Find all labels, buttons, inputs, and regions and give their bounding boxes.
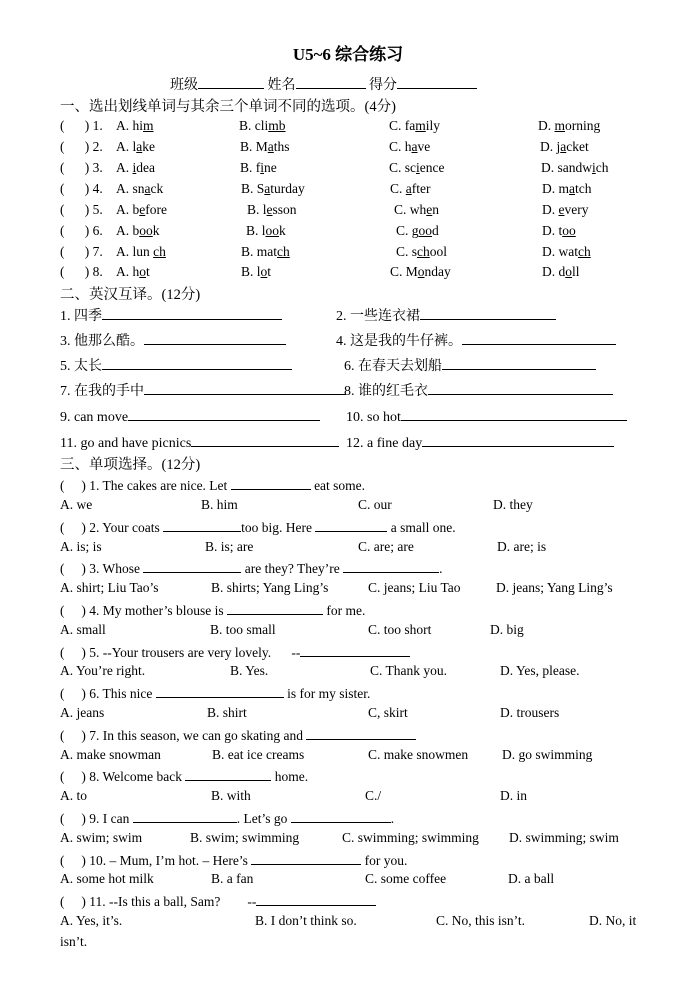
q3-stem: ( ) 3. Whose are they? They’re .: [60, 558, 442, 578]
translation-item: 10. so hot: [346, 406, 627, 427]
option-c: C. Monday: [390, 264, 451, 279]
translation-item: 5. 太长: [60, 355, 292, 376]
score-label: 得分: [369, 78, 397, 93]
choice-a: A. make snowman: [60, 747, 161, 762]
class-blank: [198, 74, 264, 89]
option-d: D. watch: [542, 244, 591, 259]
option-b: B. match: [241, 244, 290, 259]
choice-d: D. in: [500, 788, 527, 803]
option-b: B. lot: [241, 264, 272, 279]
choice-a: A. jeans: [60, 705, 105, 720]
translation-item: 2. 一些连衣裙: [336, 305, 556, 326]
student-info-line: [170, 74, 477, 94]
q7-stem: ( ) 7. In this season, we can go skating and: [60, 725, 416, 745]
choice-a: A. You’re right.: [60, 663, 146, 678]
option-a: A. hot: [116, 264, 150, 279]
section1-heading: 一、选出划线单词与其余三个单词不同的选项。(4分): [60, 99, 396, 115]
section2-heading: 二、英汉互译。(12分): [60, 287, 201, 303]
choice-c: C. make snowmen: [368, 747, 469, 762]
option-d: D. morning: [538, 118, 601, 133]
choice-d: D. are; is: [497, 539, 547, 554]
item-number: ( ) 4.: [60, 181, 103, 196]
choice-c: C./: [365, 788, 382, 803]
item-number: ( ) 6.: [60, 223, 103, 238]
option-a: A. before: [116, 202, 167, 217]
q11-stem: ( ) 11. --Is this a ball, Sam? --: [60, 891, 376, 911]
section3-heading: 三、单项选择。(12分): [60, 457, 201, 473]
choice-d: D. Yes, please.: [500, 663, 580, 678]
option-a: A. idea: [116, 160, 155, 175]
choice-a: A. to: [60, 788, 87, 803]
option-b: B. look: [246, 223, 286, 238]
option-d: D. doll: [542, 264, 580, 279]
q1-stem: ( ) 1. The cakes are nice. Let eat some.: [60, 475, 365, 495]
choice-c: C. some coffee: [365, 871, 447, 886]
translation-item: 9. can move: [60, 406, 320, 427]
choice-d: D. go swimming: [502, 747, 593, 762]
choice-a: A. is; is: [60, 539, 102, 554]
choice-c: C. are; are: [358, 539, 414, 554]
item-number: ( ) 3.: [60, 160, 103, 175]
option-c: C. school: [396, 244, 448, 259]
choice-b: B. him: [201, 497, 238, 512]
choice-d: D. swimming; swim: [509, 830, 619, 845]
option-b: B. fine: [240, 160, 277, 175]
option-d: D. jacket: [540, 139, 589, 154]
q5-stem: ( ) 5. --Your trousers are very lovely. --: [60, 642, 410, 662]
choice-b: B. I don’t think so.: [255, 913, 357, 928]
choice-a: A. swim; swim: [60, 830, 143, 845]
choice-a: A. some hot milk: [60, 871, 154, 886]
option-a: A. snack: [116, 181, 164, 196]
choice-b: B. swim; swimming: [190, 830, 300, 845]
name-blank: [296, 74, 366, 89]
option-b: B. Saturday: [241, 181, 305, 196]
choice-c: C. swimming; swimming: [342, 830, 479, 845]
translation-item: 6. 在春天去划船: [344, 355, 596, 376]
choice-c: C, skirt: [368, 705, 408, 720]
score-blank: [397, 74, 477, 89]
option-a: A. him: [116, 118, 154, 133]
translation-item: 7. 在我的手中: [60, 380, 346, 401]
translation-item: 4. 这是我的牛仔裤。: [336, 330, 616, 351]
item-number: ( ) 8.: [60, 264, 103, 279]
option-d: D. match: [542, 181, 592, 196]
option-a: A. book: [116, 223, 160, 238]
name-label: 姓名: [267, 78, 296, 93]
translation-item: 12. a fine day: [346, 432, 614, 453]
option-c: C. science: [389, 160, 445, 175]
choice-d: D. a ball: [508, 871, 555, 886]
class-label: 班级: [170, 78, 198, 93]
choice-b: B. shirts; Yang Ling’s: [211, 580, 329, 595]
option-a: A. lun ch: [116, 244, 166, 259]
translation-item: 3. 他那么酷。: [60, 330, 286, 351]
item-number: ( ) 7.: [60, 244, 103, 259]
choice-b: B. a fan: [211, 871, 254, 886]
choice-b: B. with: [211, 788, 251, 803]
q8-stem: ( ) 8. Welcome back home.: [60, 766, 308, 786]
option-b: B. lesson: [247, 202, 297, 217]
choice-b: B. Yes.: [230, 663, 269, 678]
q4-stem: ( ) 4. My mother’s blouse is for me.: [60, 600, 365, 620]
q2-stem: ( ) 2. Your coats too big. Here a small one.: [60, 517, 456, 537]
translation-item: 11. go and have picnics: [60, 432, 339, 453]
option-d: D. every: [542, 202, 589, 217]
option-b: B. Maths: [240, 139, 290, 154]
choice-d: D. they: [493, 497, 533, 512]
item-number: ( ) 5.: [60, 202, 103, 217]
q6-stem: ( ) 6. This nice is for my sister.: [60, 683, 370, 703]
choice-b: B. is; are: [205, 539, 254, 554]
q10-stem: ( ) 10. – Mum, I’m hot. – Here’s for you.: [60, 850, 407, 870]
choice-b: B. eat ice creams: [212, 747, 305, 762]
translation-item: 1. 四季: [60, 305, 282, 326]
choice-d: D. jeans; Yang Ling’s: [496, 580, 613, 595]
choice-a: A. shirt; Liu Tao’s: [60, 580, 159, 595]
translation-item: 8. 谁的红毛衣: [344, 380, 613, 401]
choice-d: D. No, it: [589, 913, 637, 928]
choice-a: A. Yes, it’s.: [60, 913, 123, 928]
item-number: ( ) 1.: [60, 118, 103, 133]
choice-a: A. small: [60, 622, 106, 637]
choice-b: B. shirt: [207, 705, 247, 720]
option-d: D. too: [542, 223, 576, 238]
q9-stem: ( ) 9. I can . Let’s go .: [60, 808, 394, 828]
option-d: D. sandwich: [541, 160, 609, 175]
choice-c: C. jeans; Liu Tao: [368, 580, 461, 595]
choice-c: C. our: [358, 497, 392, 512]
choice-d: D. big: [490, 622, 524, 637]
choice-a: A. we: [60, 497, 93, 512]
option-c: C. family: [389, 118, 441, 133]
item-number: ( ) 2.: [60, 139, 103, 154]
choice-c: C. No, this isn’t.: [436, 913, 526, 928]
option-c: C. good: [396, 223, 439, 238]
q11-option-wrap: isn’t.: [60, 934, 88, 949]
option-a: A. lake: [116, 139, 155, 154]
option-c: C. after: [390, 181, 431, 196]
choice-c: C. too short: [368, 622, 432, 637]
option-c: C. when: [394, 202, 440, 217]
page-title: U5~6 综合练习: [292, 45, 404, 64]
choice-c: C. Thank you.: [370, 663, 447, 678]
option-b: B. climb: [239, 118, 286, 133]
option-c: C. have: [389, 139, 431, 154]
choice-d: D. trousers: [500, 705, 560, 720]
choice-b: B. too small: [210, 622, 276, 637]
